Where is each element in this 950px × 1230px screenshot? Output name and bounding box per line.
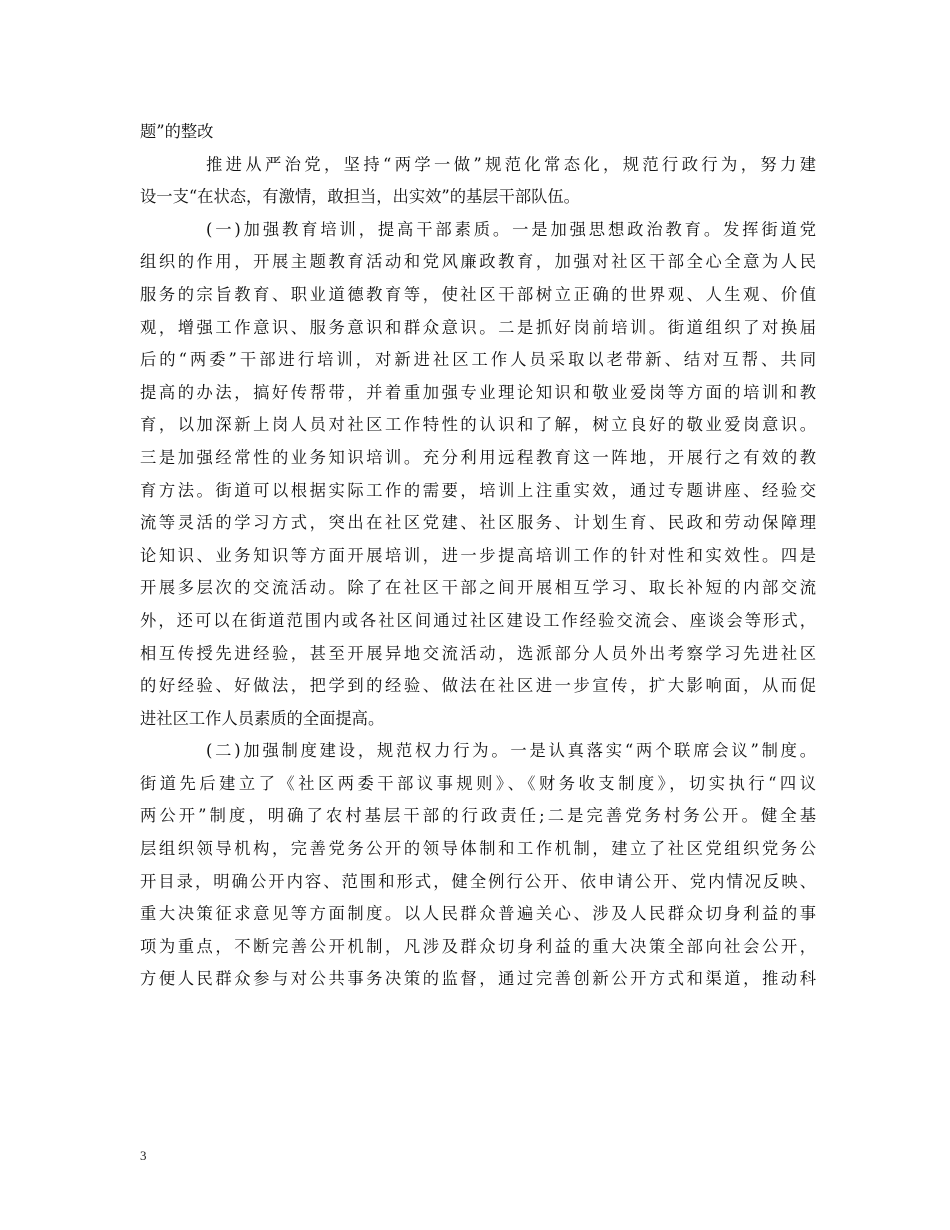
text-line: 组织的作用，开展主题教育活动和党风廉政教育，加强对社区干部全心全意为人民 <box>140 252 816 272</box>
text-line: 外，还可以在街道范围内或各社区间通过社区建设工作经验交流会、座谈会等形式， <box>140 610 816 630</box>
text-line: 方便人民群众参与对公共事务决策的监督，通过完善创新公开方式和渠道，推动科 <box>140 969 816 989</box>
page-number: 3 <box>140 1148 147 1163</box>
text-line: 重大决策征求意见等方面制度。以人民群众普遍关心、涉及人民群众切身利益的事 <box>140 904 816 924</box>
text-line: 层组织领导机构，完善党务公开的领导体制和工作机制，建立了社区党组织党务公 <box>140 839 816 859</box>
text-line: 育方法。街道可以根据实际工作的需要，培训上注重实效，通过专题讲座、经验交 <box>140 480 816 500</box>
text-line: (二)加强制度建设，规范权力行为。一是认真落实“两个联席会议”制度。 <box>206 741 816 761</box>
text-line: 题”的整改 <box>140 122 214 141</box>
document-body <box>140 116 816 996</box>
text-line: 服务的宗旨教育、职业道德教育等，使社区干部树立正确的世界观、人生观、价值 <box>140 284 816 304</box>
text-line: 观，增强工作意识、服务意识和群众意识。二是抓好岗前培训。街道组织了对换届 <box>140 317 816 337</box>
text-line: 相互传授先进经验，甚至开展异地交流活动，选派部分人员外出考察学习先进社区 <box>140 643 816 663</box>
text-line: (一)加强教育培训，提高干部素质。一是加强思想政治教育。发挥街道党 <box>206 219 816 239</box>
text-line: 的好经验、好做法，把学到的经验、做法在社区进一步宣传，扩大影响面，从而促 <box>140 676 816 696</box>
text-line: 后的“两委”干部进行培训，对新进社区工作人员采取以老带新、结对互帮、共同 <box>140 350 816 370</box>
text-line: 三是加强经常性的业务知识培训。充分利用远程教育这一阵地，开展行之有效的教 <box>140 447 816 467</box>
text-line: 进社区工作人员素质的全面提高。 <box>140 708 385 728</box>
text-line: 项为重点，不断完善公开机制，凡涉及群众切身利益的重大决策全部向社会公开， <box>140 936 816 956</box>
text-line: 育，以加深新上岗人员对社区工作特性的认识和了解，树立良好的敬业爱岗意识。 <box>140 415 816 435</box>
text-line: 论知识、业务知识等方面开展培训，进一步提高培训工作的针对性和实效性。四是 <box>140 545 816 565</box>
text-line: 街道先后建立了《社区两委干部议事规则》、《财务收支制度》，切实执行“四议 <box>140 773 816 793</box>
text-line: 开展多层次的交流活动。除了在社区干部之间开展相互学习、取长补短的内部交流 <box>140 578 816 598</box>
text-line: 推进从严治党，坚持“两学一做”规范化常态化，规范行政行为，努力建 <box>206 154 816 174</box>
text-line: 流等灵活的学习方式，突出在社区党建、社区服务、计划生育、民政和劳动保障理 <box>140 513 816 533</box>
text-line: 设一支“在状态，有激情，敢担当，出实效”的基层干部队伍。 <box>140 187 580 207</box>
text-line: 开目录，明确公开内容、范围和形式，健全例行公开、依申请公开、党内情况反映、 <box>140 871 816 891</box>
text-line: 两公开”制度，明确了农村基层干部的行政责任;二是完善党务村务公开。健全基 <box>140 806 816 826</box>
text-line: 提高的办法，搞好传帮带，并着重加强专业理论知识和敬业爱岗等方面的培训和教 <box>140 382 816 402</box>
